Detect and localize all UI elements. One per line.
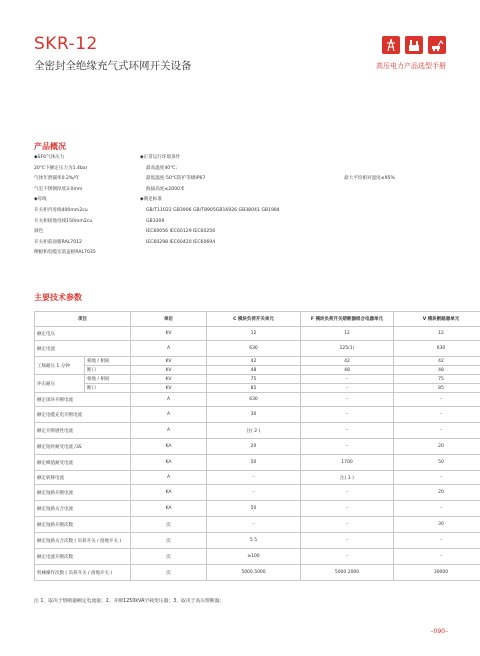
table-cell: –: [301, 439, 394, 455]
list-item: ◆SF6气体压力: [34, 155, 65, 160]
table-cell: KV: [131, 384, 207, 393]
table-cell: 额定开断感性电流: [35, 423, 131, 439]
table-cell: 12: [394, 327, 480, 341]
table-cell: 次: [131, 565, 207, 581]
table-cell: –: [207, 471, 301, 485]
page-subtitle: 全密封全绝缘充气式环网开关设备: [34, 60, 192, 72]
table-cell: 相地 / 相间: [85, 357, 131, 366]
table-cell: ≥100: [207, 549, 301, 565]
overview-right-list: [140, 153, 280, 248]
column-header: 项目: [35, 312, 131, 327]
table-cell: 额定短路开断电流: [35, 485, 131, 501]
specs-table: [34, 311, 480, 581]
column-header: C 模块负荷开关单元: [207, 312, 301, 327]
table-cell: A: [131, 341, 207, 357]
table-cell: 额定短时耐受电流 /3S: [35, 439, 131, 455]
header-icons: [382, 36, 446, 54]
table-cell: 125(1): [301, 341, 394, 357]
table-cell: –: [301, 375, 394, 384]
list-item: 20℃下额定压力为1.4bar: [34, 165, 88, 171]
table-cell: 50: [207, 455, 301, 471]
table-cell: 630: [207, 341, 301, 357]
table-row: [35, 471, 480, 485]
table-cell: 次: [131, 517, 207, 533]
footnote: 注 1、取决于熔断器额定电流值；2、开断1250kVA空载变压器；3、取决于高压熔断器；: [34, 599, 225, 604]
table-cell: 48: [394, 366, 480, 375]
table-cell: 额定电压: [35, 327, 131, 341]
list-item: 开关柜内母线400mm2cu: [34, 207, 88, 213]
list-item: 气体年泄漏率0.2%/年: [34, 176, 80, 182]
table-row: [35, 384, 480, 393]
list-item: ◆正常运行环境条件: [140, 155, 181, 160]
table-cell: KV: [131, 375, 207, 384]
table-cell: 额定短路开断次数: [35, 517, 131, 533]
table-cell: KA: [131, 501, 207, 517]
list-item: 海拔高度≤2000米: [146, 186, 185, 192]
table-cell: 75: [394, 375, 480, 384]
table-row: [35, 517, 480, 533]
table-cell: 42: [207, 357, 301, 366]
table-cell: 注( 3 ): [301, 471, 394, 485]
table-cell: 额定电流开断次数: [35, 549, 131, 565]
table-cell: 额定闭环开断电流: [35, 393, 131, 407]
table-cell: –: [301, 393, 394, 407]
table-cell: 额定电缆充电开断电流: [35, 407, 131, 423]
table-cell: 额定短路关合次数 ( 负荷开关 / 接地开关 ): [35, 533, 131, 549]
table-cell: 工频耐压 1 分钟: [35, 357, 85, 375]
column-header: F 模块负荷开关熔断器组合电器单元: [301, 312, 394, 327]
list-item: GB3309: [146, 218, 165, 224]
table-row: [35, 455, 480, 471]
table-row: [35, 341, 480, 357]
table-row: [35, 533, 480, 549]
table-row: [35, 375, 480, 384]
table-cell: –: [301, 517, 394, 533]
page-number: –090–: [430, 628, 448, 635]
table-cell: 48: [301, 366, 394, 375]
list-item: ◆母线: [34, 197, 47, 203]
table-cell: 5000.5000: [207, 565, 301, 581]
table-cell: –: [394, 471, 480, 485]
table-cell: –: [394, 423, 480, 439]
list-item: GB/T11022 GB3906 GB/T8905GB16926 GB38041 GB1984: [146, 207, 280, 213]
table-cell: –: [394, 501, 480, 517]
table-cell: 20: [394, 439, 480, 455]
table-cell: 20: [207, 439, 301, 455]
list-item: 气室不锈钢厚度3.0mm: [34, 186, 83, 192]
table-cell: KV: [131, 357, 207, 366]
specs-heading: 主要技术参数: [34, 293, 82, 302]
table-cell: 50: [207, 501, 301, 517]
list-item: 侧板和电缆室前盖板RAL7035: [34, 250, 96, 256]
table-cell: A: [131, 471, 207, 485]
table-row: [35, 366, 480, 375]
table-row: [35, 439, 480, 455]
table-cell: 注( 2 ): [207, 423, 301, 439]
table-cell: A: [131, 393, 207, 407]
table-cell: 75: [207, 375, 301, 384]
table-cell: 机械操作次数 ( 负荷开关 / 接地开关 ): [35, 565, 131, 581]
table-cell: 630: [394, 341, 480, 357]
table-row: [35, 565, 480, 581]
table-row: [35, 407, 480, 423]
overview-heading: 产品概况: [34, 142, 66, 151]
table-cell: –: [301, 549, 394, 565]
column-header: 单位: [131, 312, 207, 327]
table-cell: –: [394, 393, 480, 407]
excavator-icon: [428, 36, 446, 54]
table-cell: –: [394, 549, 480, 565]
table-row: [35, 357, 480, 366]
table-cell: KV: [131, 327, 207, 341]
table-cell: 85: [394, 384, 480, 393]
table-cell: 42: [301, 357, 394, 366]
table-cell: 额定电流: [35, 341, 131, 357]
table-cell: A: [131, 423, 207, 439]
table-cell: 630: [207, 393, 301, 407]
transmission-tower-icon: [382, 36, 400, 54]
page-title: SKR-12: [34, 34, 98, 54]
overview-left-list: [34, 153, 96, 259]
list-item: 最高温度40℃；: [146, 165, 180, 171]
table-cell: 额定短路关合电流: [35, 501, 131, 517]
table-cell: 48: [207, 366, 301, 375]
table-cell: KA: [131, 455, 207, 471]
table-cell: 冲击耐压: [35, 375, 85, 393]
table-cell: 30: [394, 517, 480, 533]
table-row: [35, 393, 480, 407]
table-cell: 50: [394, 455, 480, 471]
table-cell: KA: [131, 439, 207, 455]
list-item: ◆满足标准: [140, 197, 162, 203]
table-cell: 12: [207, 327, 301, 341]
table-cell: –: [207, 517, 301, 533]
table-cell: 断口: [85, 384, 131, 393]
list-item: 开关柜前面板RAL7012: [34, 239, 82, 245]
table-cell: A: [131, 407, 207, 423]
table-row: [35, 501, 480, 517]
power-plant-icon: [405, 36, 423, 54]
table-cell: 42: [394, 357, 480, 366]
table-row: [35, 327, 480, 341]
list-item: IEC60298 IEC60420 IEC60694: [146, 239, 216, 245]
table-cell: –: [301, 501, 394, 517]
table-row: [35, 423, 480, 439]
table-cell: –: [301, 384, 394, 393]
table-cell: –: [301, 485, 394, 501]
table-cell: –: [394, 407, 480, 423]
list-item: 开关柜接地母线150mm2cu: [34, 218, 93, 224]
table-cell: –: [207, 485, 301, 501]
table-cell: 85: [207, 384, 301, 393]
table-cell: 断口: [85, 366, 131, 375]
table-cell: 次: [131, 533, 207, 549]
table-row: [35, 485, 480, 501]
list-item: 颜色: [34, 229, 44, 235]
column-header: V 模块断路器单元: [394, 312, 480, 327]
table-cell: 1700: [301, 455, 394, 471]
table-cell: KV: [131, 366, 207, 375]
table-cell: 30000: [394, 565, 480, 581]
table-cell: –: [394, 533, 480, 549]
table-cell: KA: [131, 485, 207, 501]
table-cell: 30: [207, 407, 301, 423]
list-item: 最低温度-50℃防护等级IP67: [146, 176, 206, 182]
table-cell: 次: [131, 549, 207, 565]
table-cell: –: [301, 423, 394, 439]
list-item: IEC60056 IEC60129 IEC60256: [146, 229, 216, 235]
table-cell: 额定转移电流: [35, 471, 131, 485]
table-cell: 额定峰值耐受电流: [35, 455, 131, 471]
table-cell: 12: [301, 327, 394, 341]
table-cell: 20: [394, 485, 480, 501]
table-cell: –: [301, 407, 394, 423]
table-cell: 5.5: [207, 533, 301, 549]
table-cell: 相地 / 相间: [85, 375, 131, 384]
brand-label: 高压电力产品选型手册: [376, 62, 446, 70]
table-row: [35, 549, 480, 565]
table-header-row: [35, 312, 480, 327]
table-cell: 5000.2000: [301, 565, 394, 581]
table-cell: –: [301, 533, 394, 549]
humidity-text: 最大平均相对湿度≤95%: [344, 176, 395, 181]
